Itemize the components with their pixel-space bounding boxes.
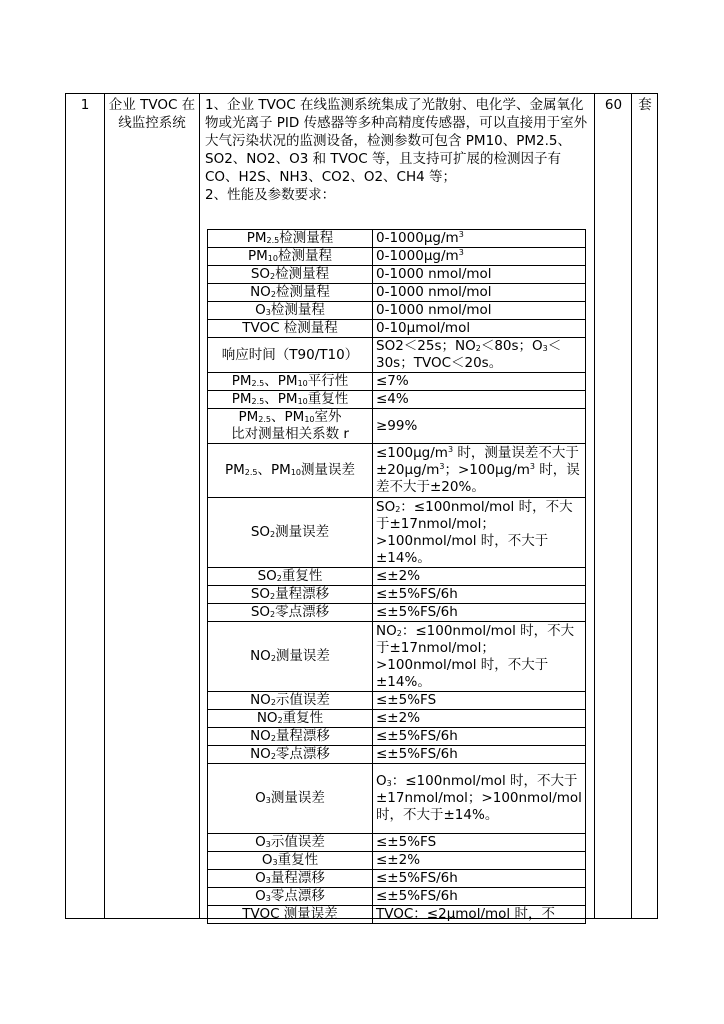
parameter-row	[208, 586, 586, 604]
parameter-value: SO2＜25s；$NO_2<80s$；$O_3<30s$；TVOC＜20s。	[373, 338, 586, 373]
parameter-row	[208, 764, 586, 834]
parameter-name: $PM_{2.5}$、$PM_{10}$重复性	[208, 391, 373, 409]
parameter-row	[208, 568, 586, 586]
parameter-row	[208, 622, 586, 692]
column-divider	[594, 93, 595, 919]
parameter-row	[208, 870, 586, 888]
parameter-value: ≥99%	[373, 409, 586, 444]
parameter-row	[208, 230, 586, 248]
item-name: 企业 TVOC 在线监控系统	[108, 97, 196, 131]
parameter-value: ≤±5%FS/6h	[373, 746, 586, 764]
parameter-value: $0-1000\mu g/m^3$	[373, 248, 586, 266]
parameter-row	[208, 266, 586, 284]
parameter-row	[208, 320, 586, 338]
parameter-value: ≤4%	[373, 391, 586, 409]
parameter-value: TVOC：≤2μmol/mol 时，不	[373, 906, 586, 924]
parameter-value: ≤7%	[373, 373, 586, 391]
parameter-name: $NO_2$重复性	[208, 710, 373, 728]
parameter-value: $NO_2$：≤100nmol/mol 时，不大于±17nmol/mol；>100nmol/mol 时，不大于±14%。	[373, 622, 586, 692]
parameter-value: ≤±2%	[373, 710, 586, 728]
parameter-name: $O_3$零点漂移	[208, 888, 373, 906]
parameter-row	[208, 852, 586, 870]
parameter-row	[208, 444, 586, 498]
parameter-value: $O_3$：≤100nmol/mol 时，不大于±17nmol/mol；>100nmol/mol 时，不大于±14%。	[373, 764, 586, 834]
parameter-row	[208, 498, 586, 568]
parameter-name: $SO_2$零点漂移	[208, 604, 373, 622]
parameter-name: $SO_2$量程漂移	[208, 586, 373, 604]
parameter-row	[208, 906, 586, 924]
parameter-row	[208, 888, 586, 906]
parameter-name: $O_3$重复性	[208, 852, 373, 870]
parameter-name: $PM_{2.5}$、$PM_{10}$测量误差	[208, 444, 373, 498]
parameter-name: $PM_{10}$检测量程	[208, 248, 373, 266]
parameter-row	[208, 409, 586, 444]
parameter-value: 0-10μmol/mol	[373, 320, 586, 338]
parameter-row	[208, 338, 586, 373]
row-index: 1	[80, 97, 90, 113]
parameter-name: $NO_2$检测量程	[208, 284, 373, 302]
parameter-value: ≤±2%	[373, 568, 586, 586]
parameter-row	[208, 391, 586, 409]
parameter-value: ≤±5%FS/6h	[373, 870, 586, 888]
parameter-name: $SO_2$检测量程	[208, 266, 373, 284]
parameter-name: $NO_2$测量误差	[208, 622, 373, 692]
parameter-name: $NO_2$量程漂移	[208, 728, 373, 746]
parameter-name: $PM_{2.5}$、$PM_{10}$室外 比对测量相关系数 r	[208, 409, 373, 444]
parameter-name: $NO_2$零点漂移	[208, 746, 373, 764]
parameter-name: 响应时间（T90/T10）	[208, 338, 373, 373]
parameter-value: $0-1000\mu g/m^3$	[373, 230, 586, 248]
parameter-name: TVOC 检测量程	[208, 320, 373, 338]
parameter-row	[208, 604, 586, 622]
parameter-row	[208, 302, 586, 320]
parameter-value: ≤±2%	[373, 852, 586, 870]
parameter-value: ≤±5%FS/6h	[373, 728, 586, 746]
parameter-row	[208, 834, 586, 852]
parameter-row	[208, 284, 586, 302]
parameter-value: ≤±5%FS/6h	[373, 888, 586, 906]
parameter-value: ≤±5%FS	[373, 692, 586, 710]
parameter-row	[208, 248, 586, 266]
parameter-name: $PM_{2.5}$检测量程	[208, 230, 373, 248]
parameter-row	[208, 710, 586, 728]
parameter-name: $SO_2$测量误差	[208, 498, 373, 568]
column-divider	[199, 93, 200, 919]
parameter-table	[207, 229, 586, 924]
parameter-name: $O_3$示值误差	[208, 834, 373, 852]
parameter-name: TVOC 测量误差	[208, 906, 373, 924]
parameter-name: $NO_2$示值误差	[208, 692, 373, 710]
parameter-value: $\le 100\mu g/m^3$ 时，测量误差不大于$\pm 20\mu g/m^3$；$>100\mu g/m^3$ 时，误差不大于±20%。	[373, 444, 586, 498]
parameter-value: ≤±5%FS/6h	[373, 586, 586, 604]
parameter-value: 0-1000 nmol/mol	[373, 284, 586, 302]
item-unit: 套	[638, 97, 652, 113]
parameter-name: $SO_2$重复性	[208, 568, 373, 586]
parameter-value: 0-1000 nmol/mol	[373, 302, 586, 320]
parameter-value: ≤±5%FS/6h	[373, 604, 586, 622]
parameter-row	[208, 373, 586, 391]
item-quantity: 60	[604, 97, 623, 113]
item-description	[205, 96, 590, 204]
parameter-name: $PM_{2.5}$、$PM_{10}$平行性	[208, 373, 373, 391]
column-divider	[631, 93, 632, 919]
parameter-value: ≤±5%FS	[373, 834, 586, 852]
column-divider	[104, 93, 105, 919]
parameter-name: $O_3$测量误差	[208, 764, 373, 834]
description-paragraph-1: 1、企业 TVOC 在线监测系统集成了光散射、电化学、金属氧化物或光离子 PID 传感器等多种高精度传感器，可以直接用于室外大气污染状况的监测设备，检测参数可包含 PM10、PM2.5、SO2、NO2、O3 和 TVOC 等，且支持可扩展的检测因子有 CO、H2S、NH3、CO2、O2、CH4 等；	[205, 97, 588, 185]
parameter-row	[208, 692, 586, 710]
parameter-value: 0-1000 nmol/mol	[373, 266, 586, 284]
parameter-row	[208, 728, 586, 746]
parameter-row	[208, 746, 586, 764]
parameter-name: $O_3$量程漂移	[208, 870, 373, 888]
description-paragraph-2: 2、性能及参数要求：	[205, 187, 336, 203]
parameter-value: $SO_2$：≤100nmol/mol 时，不大于±17nmol/mol；>100nmol/mol 时，不大于±14%。	[373, 498, 586, 568]
parameter-name: $O_3$检测量程	[208, 302, 373, 320]
